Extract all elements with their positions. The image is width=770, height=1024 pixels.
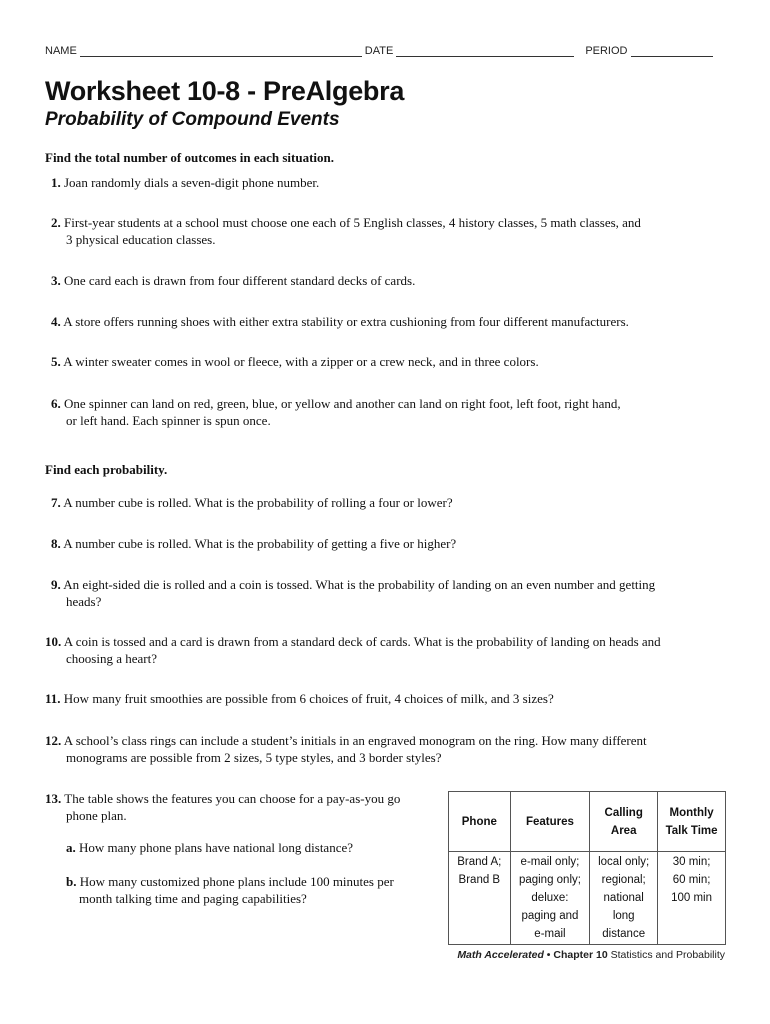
name-field[interactable] [80,47,362,57]
question-number: 3. [51,273,61,288]
cell-line: distance [602,928,646,940]
question-text-cont: heads? [66,594,102,609]
table-row [449,852,726,945]
cell-line: e-mail only; [520,856,580,868]
question-number: 6. [51,396,61,411]
question-number: 8. [51,536,61,551]
cell-line: paging and [521,910,579,922]
question-number: 13. [45,791,62,806]
cell-line: Brand A; [457,856,502,868]
cell-line: regional; [601,874,646,886]
footer-bullet: • [546,949,551,961]
cell-line: 60 min; [672,874,711,886]
question-7 [45,494,685,511]
question-text: A winter sweater comes in wool or fleece, with a zipper or a crew neck, and in three colors. [63,354,539,369]
period-label: PERIOD [585,45,628,57]
table-cell-calling-area [590,852,658,945]
question-2 [45,214,685,248]
name-label: NAME [45,45,77,57]
question-13 [45,790,435,824]
question-text: A number cube is rolled. What is the probability of rolling a four or lower? [63,495,453,510]
subquestion-text: How many customized phone plans include 100 minutes per [79,874,394,889]
question-text-cont: phone plan. [66,808,127,823]
question-8 [45,535,685,552]
page-subtitle: Probability of Compound Events [45,109,340,130]
question-text: A store offers running shoes with either extra stability or extra cushioning from four different manufacturers. [63,314,629,329]
question-number: 1. [51,175,61,190]
question-number: 11. [45,691,61,706]
question-text-cont: or left hand. Each spinner is spun once. [66,413,271,428]
question-text-cont: 3 physical education classes. [66,232,216,247]
column-header-talk-time: Monthly Talk Time [658,792,726,852]
column-header-calling-area: Calling Area [590,792,658,852]
cell-line: e-mail [534,928,566,940]
footer-chapter: Chapter 10 [553,949,608,961]
question-3 [45,272,685,289]
table-cell-phone [449,852,511,945]
footer-course: Math Accelerated [457,949,544,961]
question-number: 2. [51,215,61,230]
question-text: A school’s class rings can include a student’s initials in an engraved monogram on the ring. How many different [63,733,647,748]
question-5 [45,353,685,370]
question-text: The table shows the features you can choose for a pay-as-you go [64,791,401,806]
table-cell-talk-time [658,852,726,945]
student-info-header [45,45,725,57]
question-text: How many fruit smoothies are possible from 6 choices of fruit, 4 choices of milk, and 3 sizes? [63,691,554,706]
question-6 [45,395,685,429]
question-text: Joan randomly dials a seven-digit phone number. [64,175,320,190]
column-header-phone: Phone [449,792,511,852]
subquestion-text: How many phone plans have national long distance? [79,840,354,855]
cell-line: 100 min [671,892,713,904]
question-10 [45,633,685,667]
cell-line: national [603,892,644,904]
subquestion-a [66,839,426,856]
page-title: Worksheet 10-8 - PreAlgebra [45,76,405,106]
question-number: 12. [45,733,62,748]
question-text-cont: choosing a heart? [66,651,157,666]
cell-line: local only; [598,856,650,868]
cell-line: paging only; [518,874,581,886]
cell-line: long [612,910,635,922]
question-text: First-year students at a school must choose one each of 5 English classes, 4 history classes, 5 math classes, and [64,215,641,230]
question-number: 9. [51,577,61,592]
section-heading-outcomes: Find the total number of outcomes in each situation. [45,150,335,165]
cell-line: deluxe: [531,892,569,904]
question-number: 5. [51,354,61,369]
section-heading-probability: Find each probability. [45,462,168,477]
question-number: 4. [51,314,61,329]
subquestion-text-cont: month talking time and paging capabilities? [79,891,307,906]
column-header-features: Features [510,792,590,852]
question-text-cont: monograms are possible from 2 sizes, 5 type styles, and 3 border styles? [66,750,442,765]
page-footer [457,949,725,961]
cell-line: Brand B [458,874,501,886]
question-text: A coin is tossed and a card is drawn from a standard deck of cards. What is the probability of landing on heads and [63,634,661,649]
question-text: One card each is drawn from four different standard decks of cards. [64,273,416,288]
subquestion-b [66,873,426,907]
period-field[interactable] [631,47,713,57]
table-header-row [449,792,726,852]
date-field[interactable] [396,47,574,57]
question-11 [45,690,685,707]
question-4 [45,313,685,330]
footer-topic: Statistics and Probability [610,949,725,961]
question-9 [45,576,685,610]
question-text: A number cube is rolled. What is the probability of getting a five or higher? [63,536,457,551]
question-text: An eight-sided die is rolled and a coin is tossed. What is the probability of landing on an even number and getting [63,577,656,592]
cell-line: 30 min; [672,856,711,868]
question-number: 10. [45,634,62,649]
question-12 [45,732,685,766]
question-1 [45,174,685,191]
subquestion-label: b. [66,874,77,889]
date-label: DATE [364,45,394,57]
phone-plan-table [448,791,726,945]
question-number: 7. [51,495,61,510]
subquestion-label: a. [66,840,76,855]
question-text: One spinner can land on red, green, blue, or yellow and another can land on right foot, left foot, right hand, [64,396,621,411]
table-cell-features [510,852,590,945]
